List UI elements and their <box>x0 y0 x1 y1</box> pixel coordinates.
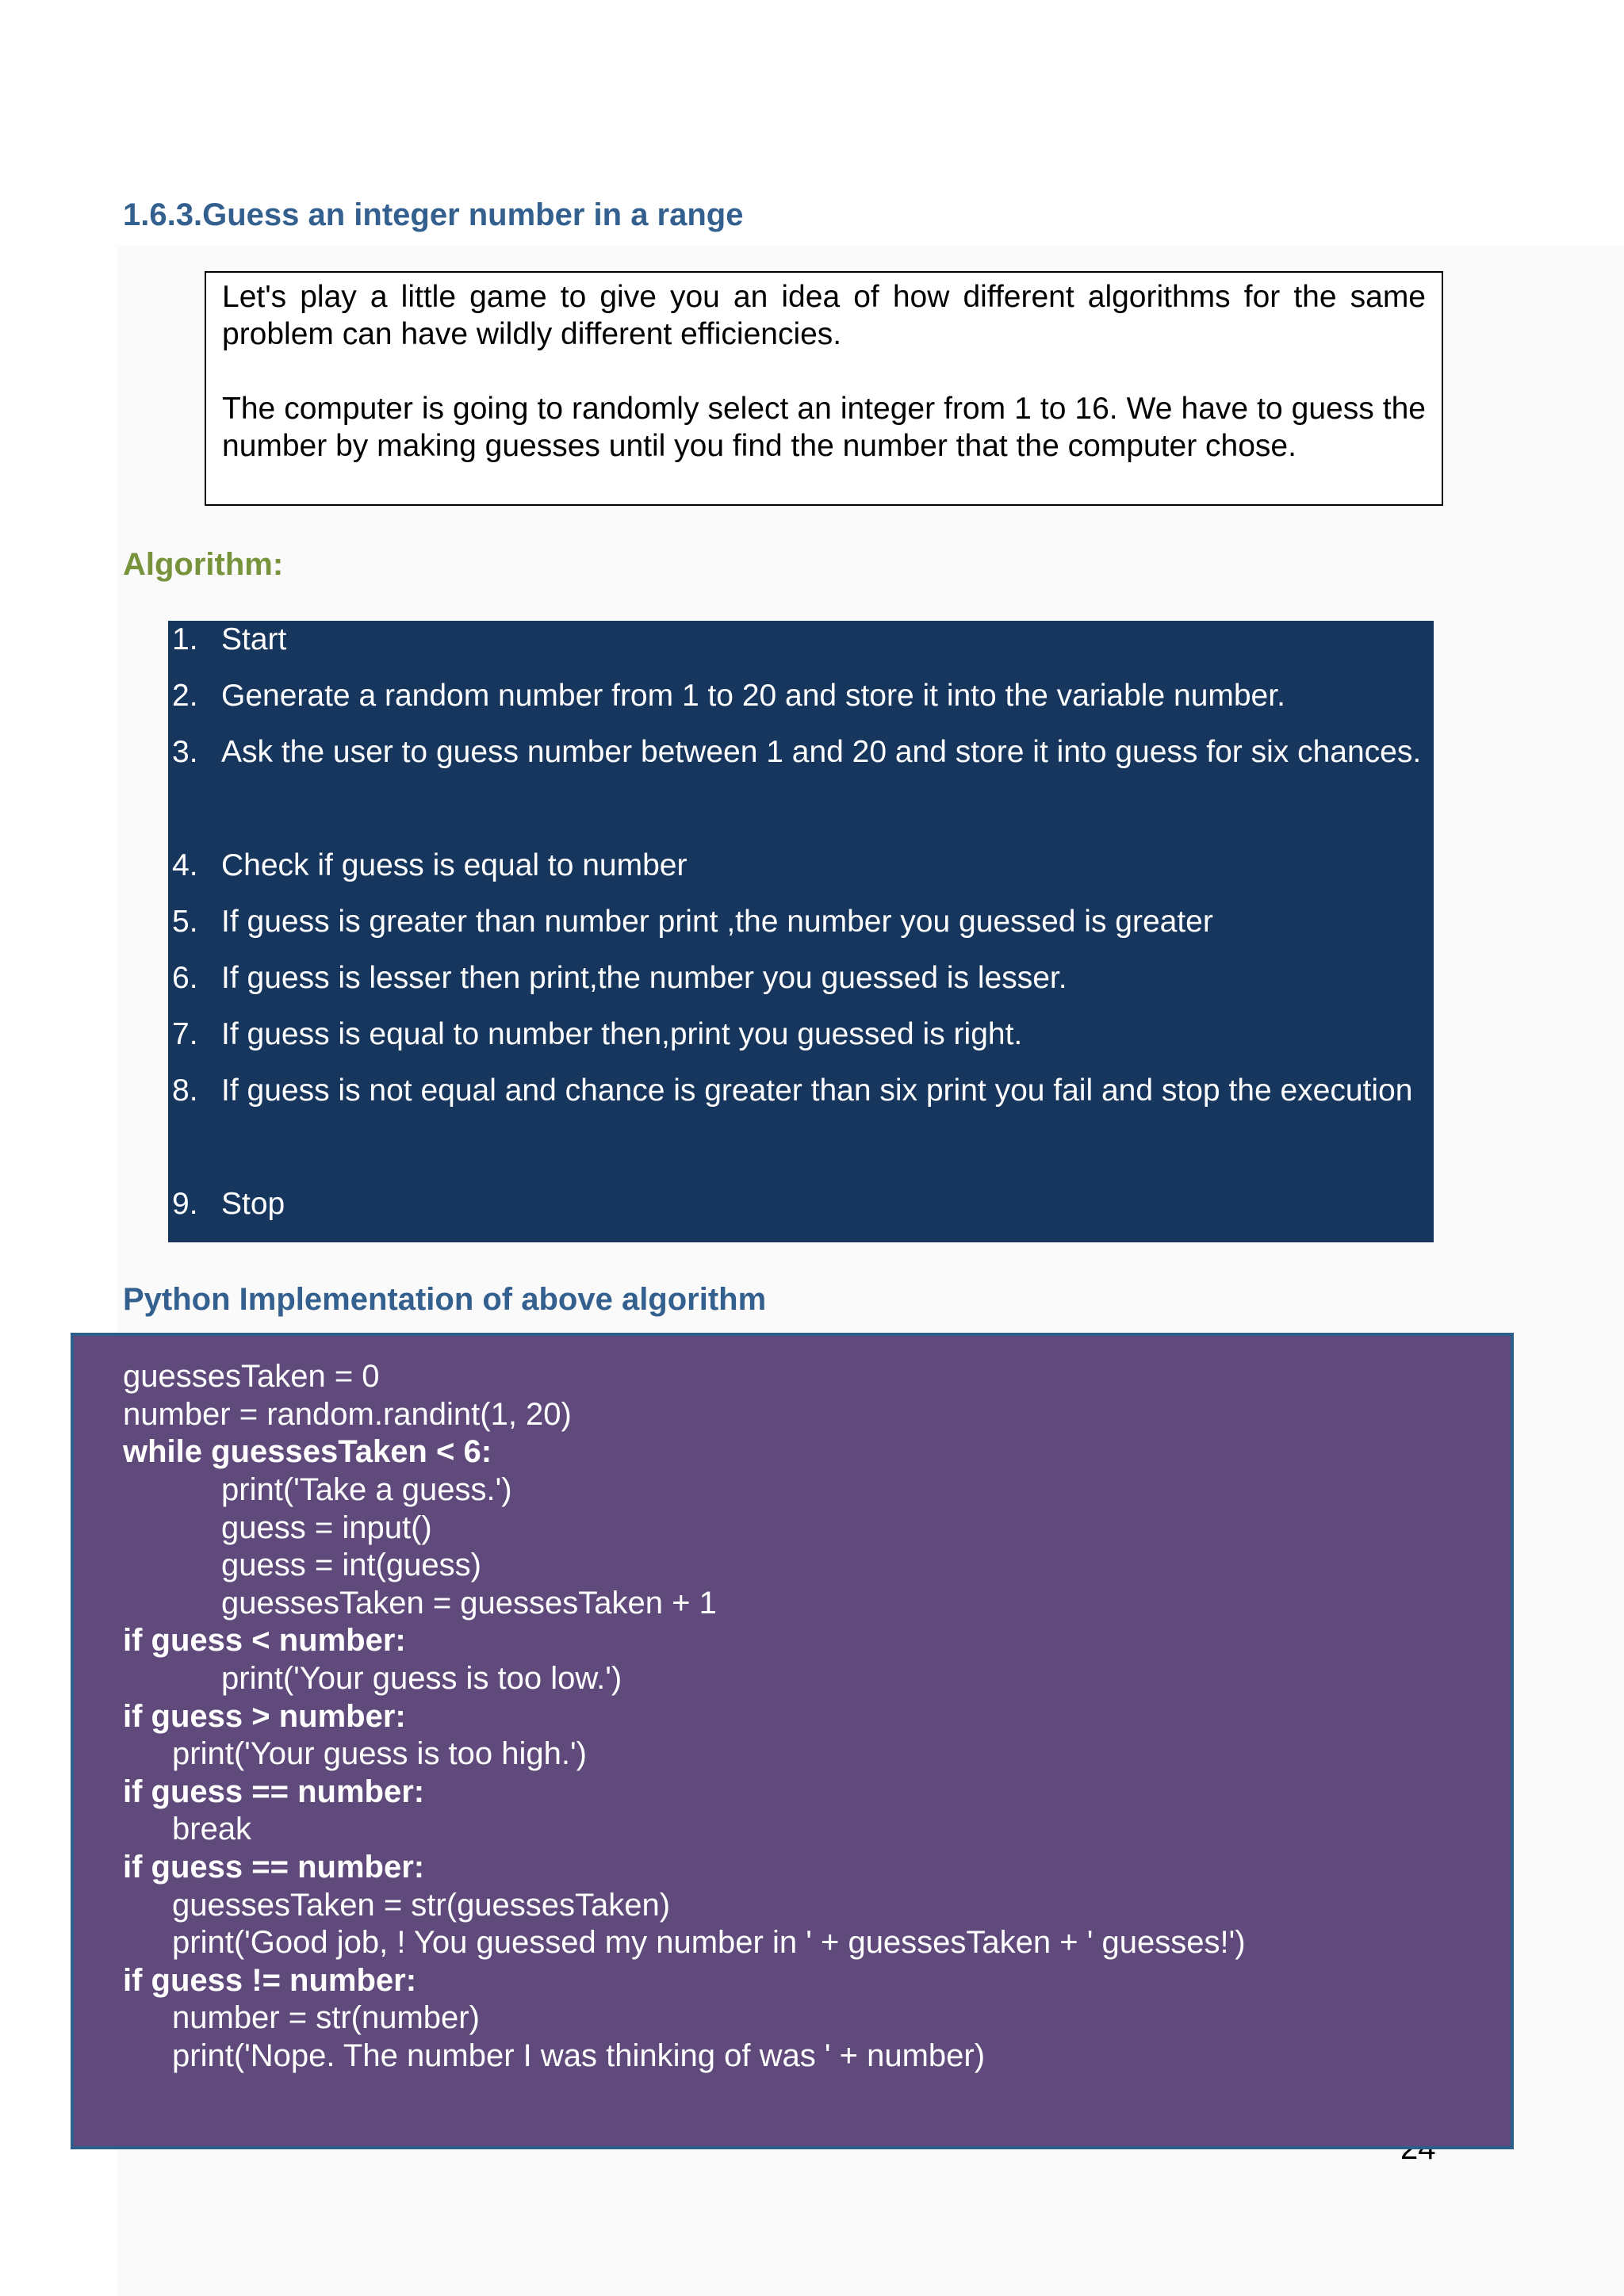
step-number: 8. <box>172 1073 198 1108</box>
algorithm-steps-box <box>168 621 1434 1242</box>
algorithm-heading: Algorithm: <box>123 547 284 582</box>
step-number: 4. <box>172 848 198 882</box>
code-line: if guess == number: <box>123 1774 425 1809</box>
code-line: number = random.randint(1, 20) <box>123 1397 572 1432</box>
step-number: 1. <box>172 622 198 656</box>
intro-paragraph: Let's play a little game to give you an idea of how different algorithms for the same problem can have wildly different efficiencies. <box>222 280 1426 351</box>
step-text: Start <box>221 622 287 656</box>
code-line: if guess == number: <box>123 1850 425 1885</box>
algorithm-step <box>168 959 1434 1006</box>
intro-text-box <box>205 271 1443 506</box>
algorithm-step <box>168 621 1434 668</box>
algorithm-step <box>168 1072 1434 1119</box>
algorithm-step <box>168 1185 1434 1232</box>
intro-paragraph: The computer is going to randomly select an integer from 1 to 16. We have to guess the number by making guesses until you find the number that the computer chose. <box>222 392 1426 463</box>
algorithm-step <box>168 733 1434 780</box>
code-line: number = str(number) <box>172 2000 480 2035</box>
code-line: if guess < number: <box>123 1623 406 1658</box>
step-text: If guess is greater than number print ,the number you guessed is greater <box>221 905 1213 939</box>
step-number: 6. <box>172 961 198 995</box>
step-text: If guess is not equal and chance is greater than six print you fail and stop the execution <box>221 1073 1413 1108</box>
code-line: guess = input() <box>221 1510 432 1545</box>
code-line: print('Take a guess.') <box>221 1472 512 1507</box>
code-line: guess = int(guess) <box>221 1548 481 1582</box>
code-line: print('Your guess is too high.') <box>172 1736 587 1771</box>
step-number: 9. <box>172 1187 198 1221</box>
code-line: guessesTaken = guessesTaken + 1 <box>221 1586 717 1621</box>
code-line: while guessesTaken < 6: <box>123 1434 492 1469</box>
algorithm-step <box>168 903 1434 950</box>
python-code-box <box>71 1333 1514 2149</box>
step-text: If guess is lesser then print,the number you guessed is lesser. <box>221 961 1067 995</box>
step-text: Stop <box>221 1187 285 1221</box>
step-number: 3. <box>172 735 198 769</box>
code-line: if guess > number: <box>123 1699 406 1734</box>
code-line: print('Good job, ! You guessed my number in ' + guessesTaken + ' guesses!') <box>172 1925 1246 1960</box>
python-heading: Python Implementation of above algorithm <box>123 1282 767 1317</box>
code-line: break <box>172 1812 252 1846</box>
code-line: print('Nope. The number I was thinking of was ' + number) <box>172 2038 986 2073</box>
code-line: guessesTaken = 0 <box>123 1359 380 1394</box>
algorithm-step <box>168 1016 1434 1062</box>
step-text: Ask the user to guess number between 1 and 20 and store it into guess for six chances. <box>221 735 1422 769</box>
section-heading: 1.6.3.Guess an integer number in a range <box>123 197 744 232</box>
algorithm-step <box>168 677 1434 724</box>
code-line: guessesTaken = str(guessesTaken) <box>172 1888 671 1923</box>
step-number: 5. <box>172 905 198 939</box>
step-text: Generate a random number from 1 to 20 and store it into the variable number. <box>221 679 1285 713</box>
code-line: print('Your guess is too low.') <box>221 1661 622 1696</box>
step-number: 2. <box>172 679 198 713</box>
algorithm-step <box>168 847 1434 894</box>
step-text: Check if guess is equal to number <box>221 848 688 882</box>
code-line: if guess != number: <box>123 1963 417 1998</box>
step-text: If guess is equal to number then,print you guessed is right. <box>221 1017 1023 1051</box>
step-number: 7. <box>172 1017 198 1051</box>
